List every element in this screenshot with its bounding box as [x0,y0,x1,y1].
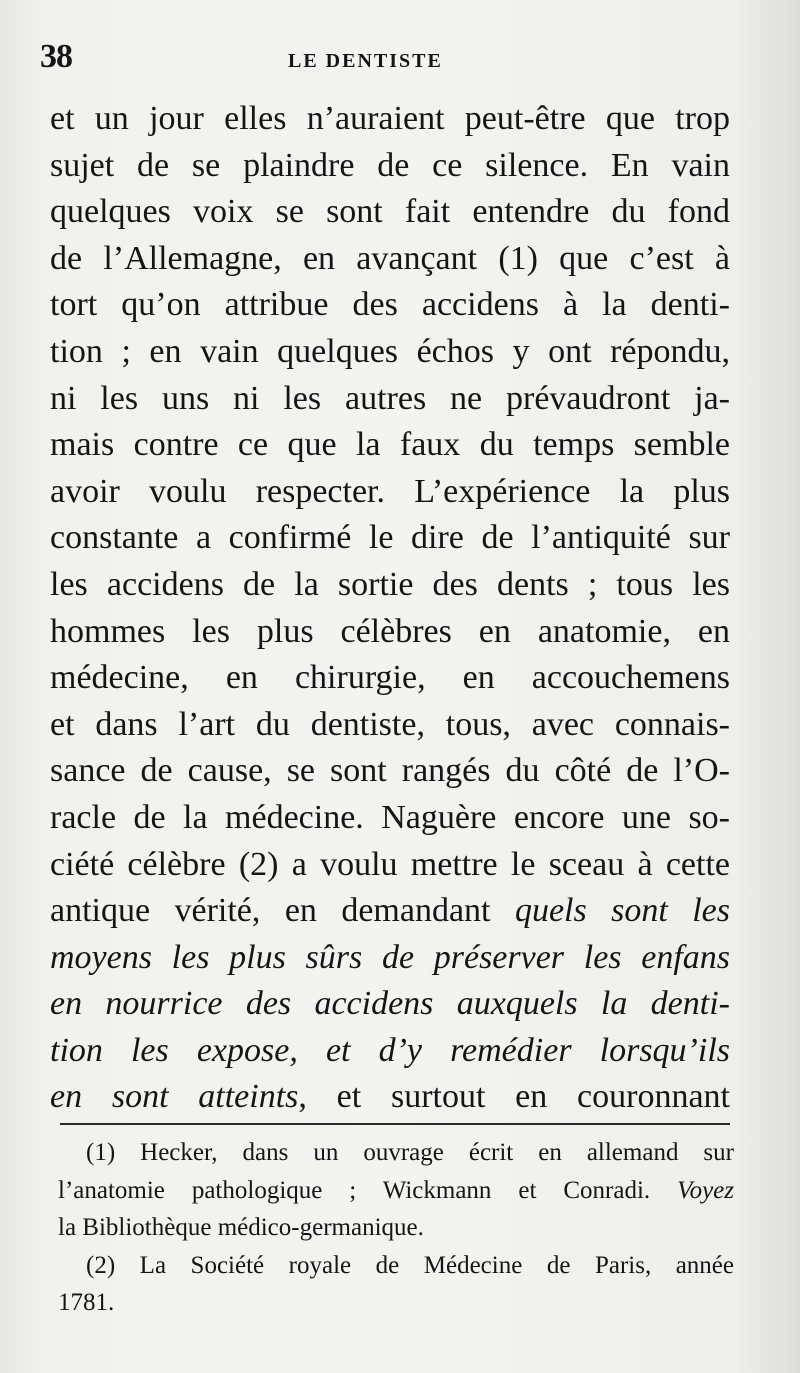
text-line: tort qu’on attribue des accidens à la denti- [50,286,730,324]
footnote-1-line [58,1172,734,1210]
text-segment-roman: , et surtout en couronnant [298,1078,730,1116]
text-line: constante a confirmé le dire de l’antiquité sur [50,519,730,557]
text-line: mais contre ce que la faux du temps semble [50,426,730,464]
running-head: LE DENTISTE [288,50,443,72]
text-line: quelques voix se sont fait entendre du fond [50,193,730,231]
page-number: 38 [40,38,72,75]
text-line: racle de la médecine. Naguère encore une so- [50,798,730,836]
footnote-1-line: (1) Hecker, dans un ouvrage écrit en allemand sur [86,1139,734,1166]
footnote-2-line: 1781. [58,1289,115,1316]
text-line: sujet de se plaindre de ce silence. En vain [50,146,730,184]
footnote-segment-italic: Voyez [677,1176,734,1204]
footnote-segment-roman: l’anatomie pathologique ; Wickmann et Conradi. [58,1176,678,1204]
footnote-2-line: (2) La Société royale de Médecine de Paris, année [86,1251,734,1279]
text-line: avoir voulu respecter. L’expérience la plus [50,472,730,510]
text-line: et un jour elles n’auraient peut-être que trop [50,100,730,137]
text-line-mixed [50,1074,730,1121]
text-segment-italic: quels sont les [514,892,731,930]
text-line: les accidens de la sortie des dents ; tous les [50,565,730,603]
text-line-mixed [50,888,730,935]
text-segment-italic: en sont atteints [50,1078,299,1116]
text-segment-roman: antique vérité, en demandant [50,892,515,930]
text-line: ciété célèbre (2) a voulu mettre le sceau à cette [50,845,730,883]
footnote-1-line: la Bibliothèque médico-germanique. [58,1214,424,1241]
footnotes [58,1134,734,1322]
text-line-italic: moyens les plus sûrs de préserver les enfans [50,938,730,976]
footnote-separator [60,1123,730,1125]
text-line: sance de cause, se sont rangés du côté de l’O- [50,752,730,790]
text-line: hommes les plus célèbres en anatomie, en [50,612,730,650]
text-line-italic: en nourrice des accidens auxquels la denti- [50,985,730,1023]
text-line: tion ; en vain quelques échos y ont répondu, [50,332,730,370]
page-header [40,38,740,78]
text-line: de l’Allemagne, en avançant (1) que c’est à [50,239,730,277]
text-line: et dans l’art du dentiste, tous, avec connais- [50,705,730,743]
text-line: médecine, en chirurgie, en accouchemens [50,659,730,697]
main-text [50,96,730,1121]
text-line-italic: tion les expose, et d’y remédier lorsqu’ils [50,1031,730,1069]
text-line: ni les uns ni les autres ne prévaudront ja- [50,379,730,417]
